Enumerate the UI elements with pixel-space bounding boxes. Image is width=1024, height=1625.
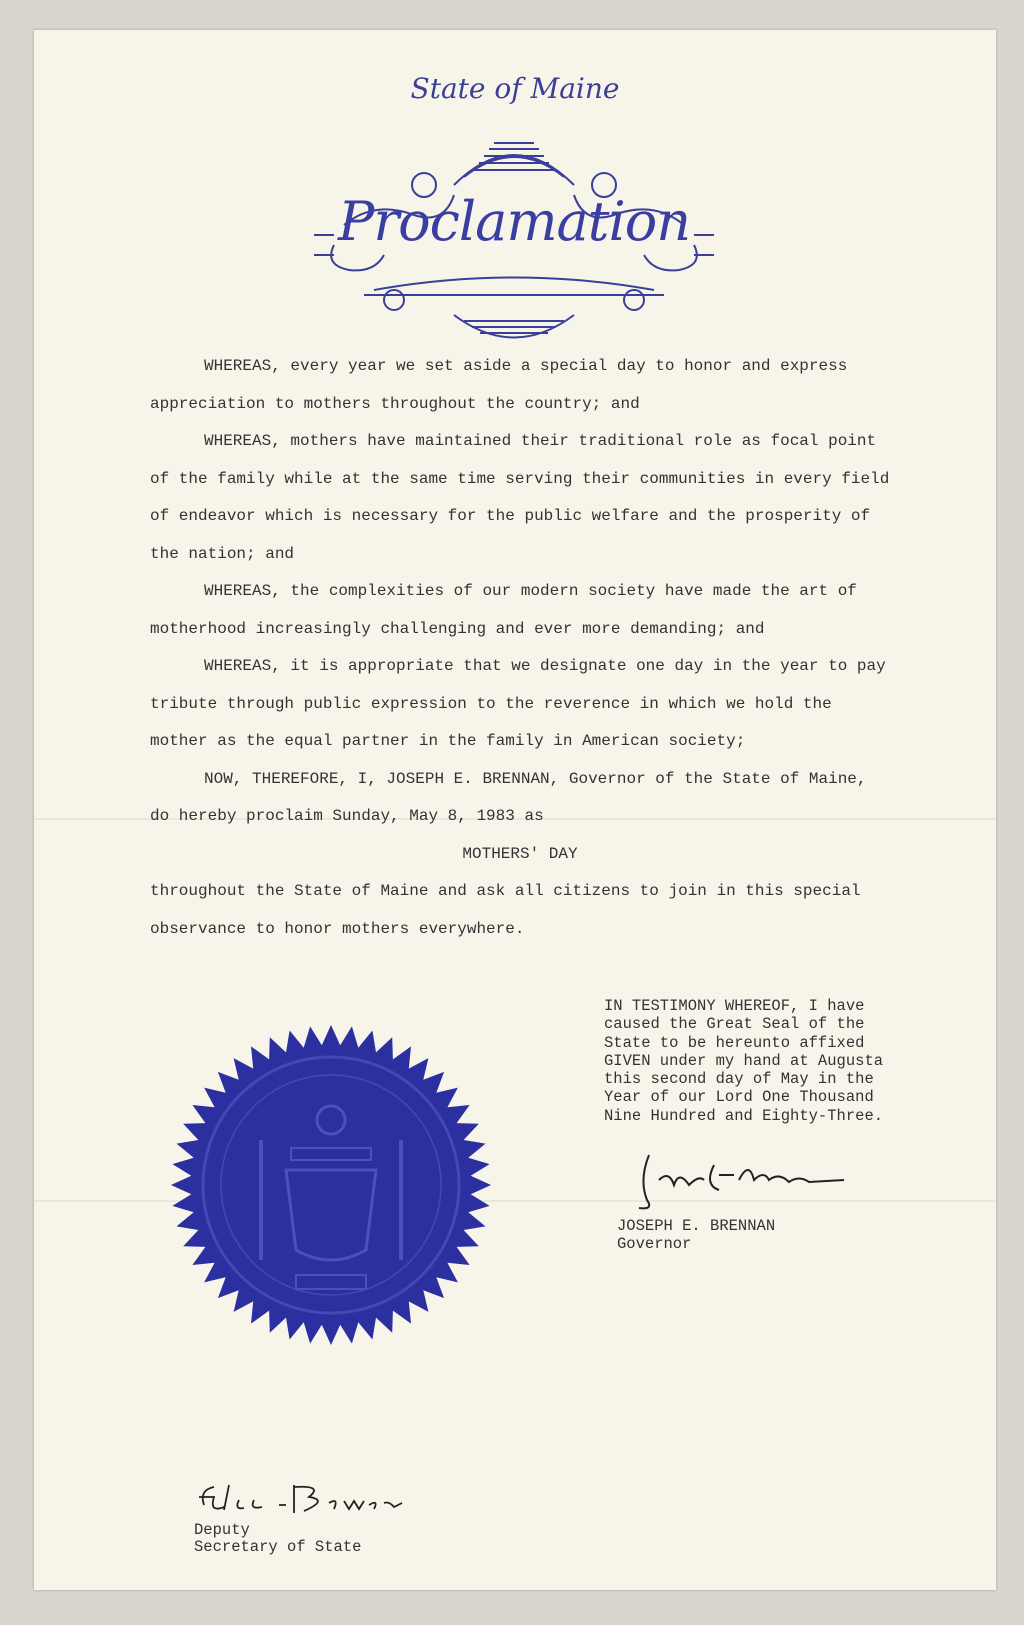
governor-title: Governor [617,1235,692,1253]
governor-signature-block [617,1217,775,1253]
testimony-block: IN TESTIMONY WHEREOF, I have caused the Great Seal of the State to be hereunto affixed GIVEN under my hand at Augusta this second day of May in the Year of our Lord One Thousand Nine Hundred and Eighty-Three. [604,997,884,1125]
proclamation-title: Proclamation [337,190,691,253]
therefore-paragraph: NOW, THEREFORE, I, JOSEPH E. BRENNAN, Governor of the State of Maine, do hereby proclaim Sunday, May 8, 1983 as [150,769,867,825]
whereas-paragraph: WHEREAS, it is appropriate that we designate one day in the year to pay tribute through public expression to the reverence in which we hold the mother as the equal partner in the family in American society; [150,657,886,750]
deputy-signature-block [194,1522,361,1556]
state-heading: State of Maine [410,72,620,105]
whereas-paragraph: WHEREAS, the complexities of our modern society have made the art of motherhood increasingly challenging and ever more demanding; and [150,582,857,638]
governor-name: JOSEPH E. BRENNAN [617,1217,776,1235]
governor-signature [619,1150,849,1210]
great-seal-icon [166,1020,496,1350]
closing-paragraph: throughout the State of Maine and ask all citizens to join in this special observance to honor mothers everywhere. [150,882,861,938]
observance-name: MOTHERS' DAY [462,844,578,863]
whereas-paragraph: WHEREAS, mothers have maintained their traditional role as focal point of the family while at the same time serving their communities in every field of endeavor which is necessary for the public welfare and the prosperity of the nation; and [150,432,890,563]
proclamation-document [34,30,996,1590]
deputy-title-line1: Deputy [194,1521,250,1539]
deputy-signature [184,1475,404,1525]
whereas-paragraph: WHEREAS, every year we set aside a special day to honor and express appreciation to mothers throughout the country; and [150,357,848,413]
proclamation-body [150,348,890,948]
deputy-title-line2: Secretary of State [194,1538,362,1556]
